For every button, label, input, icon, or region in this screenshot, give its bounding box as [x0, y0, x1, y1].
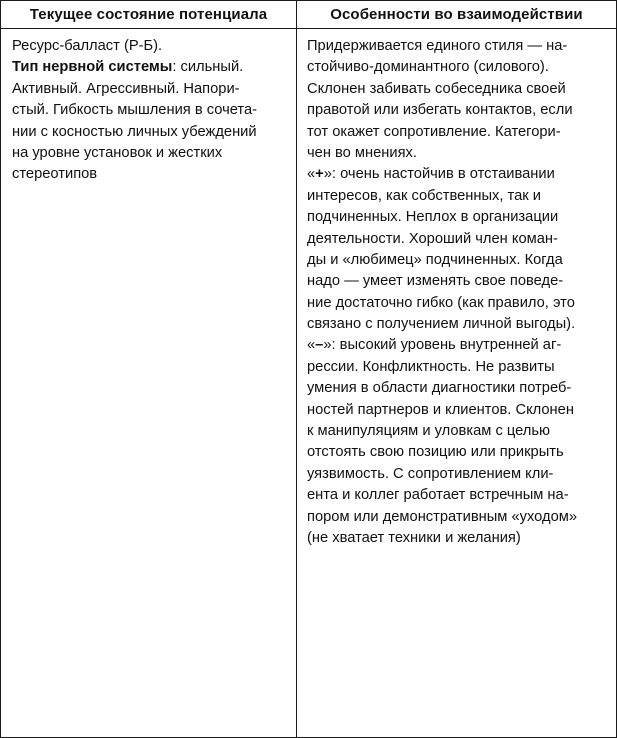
text-line: интересов, как собственных, так и: [307, 187, 541, 204]
header-interaction-features: Особенности во взаимодействии: [330, 6, 583, 23]
header-current-state: Текущее состояние потенциала: [29, 6, 268, 23]
text-line: уязвимость. С сопротивлением кли-: [307, 465, 554, 482]
text-line: на уровне установок и жестких: [12, 144, 223, 161]
text-fragment: : сильный.: [172, 59, 244, 76]
minus-sign: –: [315, 337, 324, 354]
text-line: умения в области диагностики потреб-: [307, 380, 572, 397]
text-line: чен во мнениях.: [307, 144, 417, 161]
bold-term: Тип нервной системы: [12, 59, 173, 76]
text-line: нии с косностью личных убеждений: [12, 123, 257, 140]
text-line: Ресурс-балласт (Р-Б).: [12, 38, 163, 54]
text-line: стереотипов: [12, 166, 98, 183]
plus-sign: +: [315, 166, 324, 183]
text-line: подчиненных. Неплох в организации: [307, 209, 559, 226]
plus-line: [307, 164, 577, 185]
text-line: ды и «любимец» подчиненных. Когда: [307, 251, 563, 268]
table-header-row: [1, 1, 616, 29]
text-line: (не хватает техники и желания): [307, 529, 521, 546]
text-line: ние достаточно гибко (как правило, это: [307, 294, 575, 311]
text-line: ента и коллег работает встречным на-: [307, 487, 569, 504]
text-line: деятельности. Хороший член коман-: [307, 230, 558, 247]
text-line: рессии. Конфликтность. Не развиты: [307, 358, 555, 375]
quote-open: «: [307, 166, 316, 183]
text-line: правотой или избегать контактов, если: [307, 102, 573, 119]
text-line: к манипуляциям и уловкам с целью: [307, 423, 551, 440]
quote-close: »: [323, 337, 332, 354]
quote-close: »: [323, 166, 332, 183]
quote-open: «: [307, 337, 316, 354]
text-line: пором или демонстративным «уходом»: [307, 508, 578, 525]
text-line: надо — умеет изменять свое поведе-: [307, 273, 564, 290]
text-line: отстоять свою позицию или прикрыть: [307, 444, 564, 461]
text-line: связано с получением личной выгоды).: [307, 316, 576, 333]
text-line: [12, 57, 257, 78]
cell-current-state: [12, 36, 257, 186]
text-line: Придерживается единого стиля — на-: [307, 38, 568, 54]
cell-interaction-features: [307, 36, 577, 549]
text-line: ностей партнеров и клиентов. Склонен: [307, 401, 574, 418]
text-line: Активный. Агрессивный. Напори-: [12, 80, 240, 97]
text-fragment: : очень настойчив в отстаивании: [331, 166, 555, 183]
minus-line: [307, 335, 577, 356]
text-line: тот окажет сопротивление. Категори-: [307, 123, 561, 140]
text-line: стойчиво-доминантного (силового).: [307, 59, 549, 76]
text-line: Склонен забивать собеседника своей: [307, 80, 566, 97]
text-line: стый. Гибкость мышления в сочета-: [12, 102, 258, 119]
text-fragment: : высокий уровень внутренней аг-: [331, 337, 562, 354]
column-divider: [296, 1, 297, 737]
